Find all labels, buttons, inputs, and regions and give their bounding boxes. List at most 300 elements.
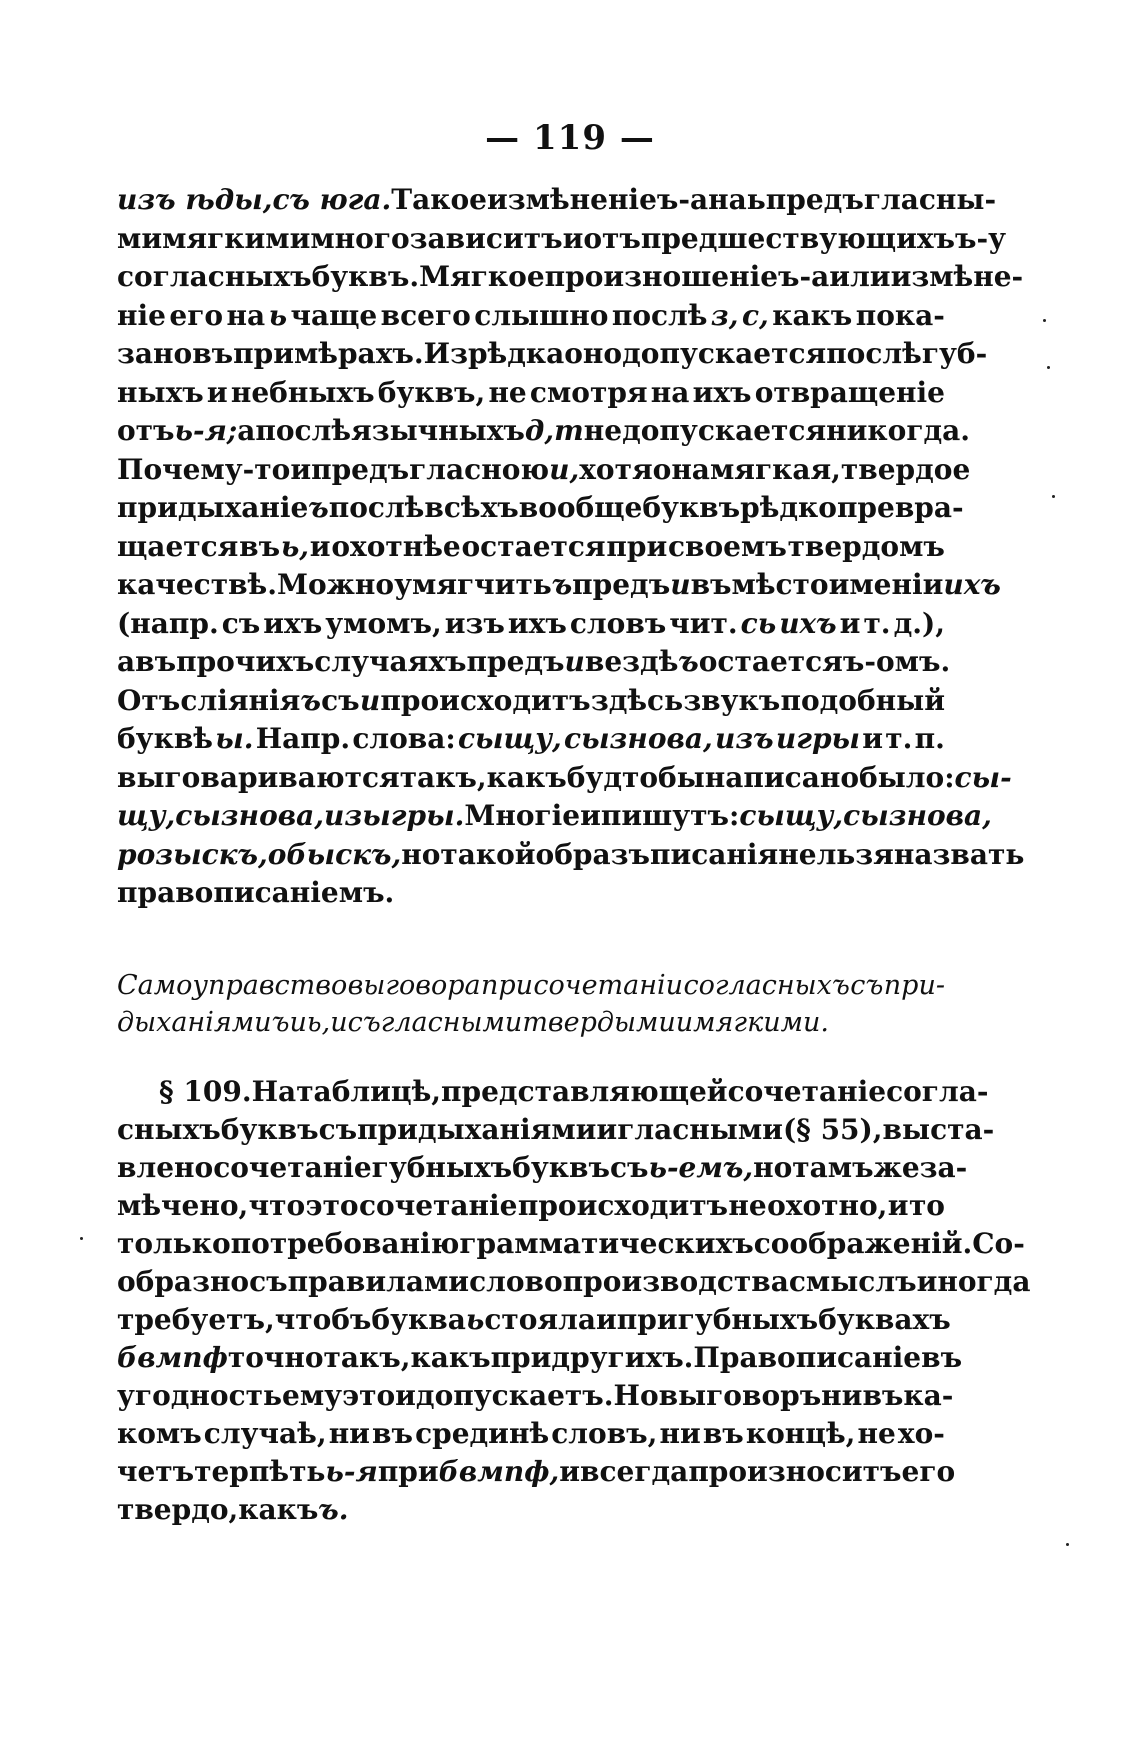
text-line xyxy=(117,1415,945,1453)
word: хо- xyxy=(897,1417,945,1450)
scan-speck xyxy=(1043,319,1046,322)
word: ъ. xyxy=(318,1493,349,1526)
word: въ xyxy=(239,529,281,563)
word: его xyxy=(169,298,224,332)
text-line xyxy=(117,1111,995,1149)
word: с, xyxy=(741,298,769,332)
word: въ xyxy=(702,1417,744,1450)
word: Можно xyxy=(276,568,395,601)
word: въ xyxy=(862,1379,904,1412)
word: ь xyxy=(268,298,288,332)
text-line xyxy=(117,451,971,489)
word: согласныхъ xyxy=(117,260,312,293)
word: ни xyxy=(821,1379,863,1412)
word: ь xyxy=(465,1303,485,1336)
word: ему xyxy=(282,1379,343,1412)
word: буквъ, xyxy=(377,375,486,409)
word: съ юга. xyxy=(272,183,392,216)
word: буквъ xyxy=(642,491,741,524)
text-line xyxy=(117,1377,954,1415)
word: не xyxy=(583,414,623,447)
word: ъ-а xyxy=(656,183,709,216)
word: на xyxy=(708,183,747,216)
word: буквъ xyxy=(220,1113,319,1146)
word: соображеній. xyxy=(753,1227,973,1260)
word: послѣ xyxy=(611,298,708,332)
text-line xyxy=(117,1004,945,1041)
word: д, xyxy=(524,414,555,447)
word: случаяхъ xyxy=(314,645,467,678)
scan-speck xyxy=(1047,366,1050,369)
word: съ xyxy=(850,970,884,1001)
word: небныхъ xyxy=(230,375,375,409)
word: щу, xyxy=(117,799,176,832)
word: влено xyxy=(117,1151,214,1184)
word: но xyxy=(401,837,441,871)
word: и xyxy=(562,221,584,255)
word: На xyxy=(251,1075,297,1108)
word: выста- xyxy=(882,1113,995,1146)
word: сыщу, xyxy=(739,799,844,832)
word: мягкими xyxy=(162,221,311,255)
word: и xyxy=(887,1189,909,1222)
word: ъ xyxy=(308,491,329,524)
word: гласны- xyxy=(863,183,997,216)
word: допускается xyxy=(622,337,827,370)
word: чтобъ xyxy=(274,1303,372,1336)
word: губныхъ xyxy=(371,1151,513,1184)
word: всѣхъ xyxy=(424,491,519,524)
word: согла- xyxy=(886,1075,989,1108)
word: хотя xyxy=(579,452,653,486)
word: рѣдко xyxy=(740,491,837,524)
word: выговора xyxy=(347,970,481,1001)
word: никогда. xyxy=(826,414,971,447)
word: такъ, xyxy=(399,760,487,794)
word: твердое xyxy=(840,452,971,486)
word: умомъ, xyxy=(325,606,442,640)
text-line xyxy=(117,335,988,373)
word: какъ xyxy=(772,298,853,332)
word: и xyxy=(330,1007,348,1038)
word: за- xyxy=(919,1151,968,1184)
word: ка- xyxy=(903,1379,954,1412)
word: въ xyxy=(921,1341,963,1374)
text-line xyxy=(117,220,1007,258)
word: послѣ xyxy=(328,491,425,524)
word: Отъ xyxy=(117,683,181,717)
word: что xyxy=(248,1189,306,1222)
text-line xyxy=(117,759,1012,797)
word: придыханіе xyxy=(117,491,309,524)
word: правилами xyxy=(287,1265,470,1298)
word: сыщу, xyxy=(457,722,562,755)
word: ъ xyxy=(678,645,699,678)
word: и xyxy=(395,1379,416,1412)
text-line xyxy=(117,1187,945,1225)
word: чит. xyxy=(669,606,738,640)
text-line xyxy=(117,1453,956,1491)
word: отвращеніе xyxy=(754,375,945,409)
word: образъ xyxy=(535,837,650,871)
text-line xyxy=(117,1301,951,1339)
text-line xyxy=(117,1491,945,1529)
word: изыгры. xyxy=(324,799,465,832)
word: съ xyxy=(347,1007,381,1038)
word: дыханіями xyxy=(117,1007,272,1038)
word: сызнова, xyxy=(175,799,325,832)
word: допускаетъ. xyxy=(415,1379,614,1412)
word: въ xyxy=(192,337,234,370)
word: ъ xyxy=(300,683,321,717)
word: д.), xyxy=(893,606,945,640)
word: Мягкое xyxy=(419,260,545,293)
word: умягчить xyxy=(394,568,552,601)
word: ъ-у xyxy=(955,221,1007,255)
word: сочетаніи xyxy=(533,970,684,1001)
word: Со- xyxy=(972,1227,1025,1260)
word: угодность xyxy=(117,1379,282,1412)
text-line xyxy=(117,489,964,527)
word: вообще xyxy=(518,491,643,524)
word: Почему-то xyxy=(117,452,291,486)
word: но xyxy=(753,1151,793,1184)
word: при xyxy=(490,1341,552,1374)
word: послѣ xyxy=(255,414,352,447)
word: и xyxy=(839,606,861,640)
word: и xyxy=(595,1303,617,1336)
word: Многіе xyxy=(464,799,581,832)
word: всего xyxy=(380,298,471,332)
word: сліянія xyxy=(180,683,301,717)
word: (напр. xyxy=(117,606,219,640)
word: язычныхъ xyxy=(351,414,525,447)
word: это xyxy=(305,1189,359,1222)
word: гласными xyxy=(617,1113,783,1146)
word: гласными xyxy=(380,1007,523,1038)
text-line xyxy=(117,528,945,566)
text-line xyxy=(117,797,992,835)
word: а xyxy=(117,645,136,678)
word: всегда xyxy=(580,1455,689,1488)
word: написано xyxy=(704,760,860,794)
word: срединѣ xyxy=(415,1417,550,1450)
word: сь xyxy=(740,606,777,640)
word: пишутъ: xyxy=(600,799,740,832)
word: произноситъ xyxy=(688,1455,902,1488)
word: ныхъ xyxy=(117,375,204,409)
word: Самоуправство xyxy=(117,970,348,1001)
word: отъ xyxy=(583,221,641,255)
word: остается xyxy=(698,645,843,678)
word: изъ xyxy=(444,606,505,640)
word: и xyxy=(309,529,331,563)
word: розыскъ, xyxy=(117,837,268,871)
word: своемъ xyxy=(668,529,787,563)
text-line xyxy=(117,1263,1031,1301)
word: словопроизводства xyxy=(469,1265,789,1298)
word: ь-я; xyxy=(174,414,238,447)
word: Изрѣдка xyxy=(423,337,565,370)
word: при xyxy=(616,1303,678,1336)
word: § 109. xyxy=(159,1075,252,1108)
word: такъ, xyxy=(323,1341,411,1374)
word: ни xyxy=(659,1417,701,1450)
word: измѣне- xyxy=(890,260,1024,293)
word: точно xyxy=(227,1341,324,1374)
word: не xyxy=(778,837,817,871)
word: требуетъ, xyxy=(117,1303,275,1336)
word: сы- xyxy=(954,760,1012,794)
scan-speck xyxy=(1052,495,1055,498)
word: она xyxy=(652,452,710,486)
word: Правописаніе xyxy=(693,1341,922,1374)
word: Напр. xyxy=(255,722,351,755)
word: комъ xyxy=(117,1417,202,1450)
word: обыскъ, xyxy=(267,837,402,871)
word: смыслъ xyxy=(788,1265,917,1298)
word: Но xyxy=(613,1379,659,1412)
word: и xyxy=(675,1007,694,1038)
word: не xyxy=(488,375,527,409)
word: чаще xyxy=(290,298,378,332)
word: ь-я xyxy=(325,1455,378,1488)
word: и xyxy=(580,799,601,832)
word: ихъ xyxy=(943,568,1001,601)
word: съ xyxy=(249,1265,288,1298)
word: послѣ xyxy=(826,337,922,370)
text-line xyxy=(117,258,1024,296)
word: т xyxy=(554,414,584,447)
word: съ xyxy=(318,1113,358,1146)
word: много xyxy=(310,221,410,255)
word: отъ xyxy=(117,414,175,447)
word: а xyxy=(237,414,256,447)
word: на xyxy=(650,375,690,409)
word: въ xyxy=(135,645,177,678)
word: ы. xyxy=(215,722,254,755)
word: же xyxy=(873,1151,920,1184)
text-line xyxy=(117,1149,968,1187)
word: съ xyxy=(221,606,261,640)
text-line xyxy=(117,967,945,1004)
word: таблицѣ, xyxy=(296,1075,442,1108)
word: сочетаніе xyxy=(358,1189,518,1222)
word: на xyxy=(226,298,266,332)
word: ихъ xyxy=(779,606,837,640)
word: случаѣ, xyxy=(203,1417,327,1450)
word: и xyxy=(862,722,884,755)
text-line xyxy=(117,566,1001,604)
word: и xyxy=(670,568,691,601)
word: при xyxy=(377,1455,439,1488)
word: произношеніе xyxy=(544,260,779,293)
word: такой xyxy=(440,837,536,871)
word: ъ-а xyxy=(778,260,830,293)
word: (§ 55), xyxy=(782,1113,883,1146)
word: или xyxy=(829,260,891,293)
word: четъ xyxy=(117,1455,195,1488)
word: гласною xyxy=(409,452,550,486)
page-number: — 119 — xyxy=(485,118,655,158)
word: и xyxy=(289,1007,307,1038)
word: сочетаніе xyxy=(727,1075,887,1108)
word: то xyxy=(908,1189,945,1222)
word: бвмпф, xyxy=(438,1455,560,1488)
text-line xyxy=(117,836,1025,874)
word: по xyxy=(230,1227,270,1260)
word: ь xyxy=(746,183,766,216)
text-line xyxy=(117,374,945,412)
word: и xyxy=(564,645,585,678)
word: щается xyxy=(117,529,239,563)
word: другихъ. xyxy=(551,1341,694,1374)
word: слова: xyxy=(352,722,456,755)
text-line xyxy=(117,874,945,912)
word: будто xyxy=(566,760,659,794)
word: предъ xyxy=(466,645,565,678)
text-line xyxy=(117,412,971,450)
word: терпѣть xyxy=(194,1455,326,1488)
word: вездѣ xyxy=(584,645,679,678)
word: тамъ xyxy=(792,1151,874,1184)
word: грамматическихъ xyxy=(459,1227,754,1260)
text-line xyxy=(117,720,945,758)
scan-speck xyxy=(80,1237,83,1240)
word: буквѣ xyxy=(117,722,213,755)
word: ніе xyxy=(117,298,166,332)
word: т. xyxy=(885,722,913,755)
word: было: xyxy=(859,760,955,794)
word: мѣчено, xyxy=(117,1189,249,1222)
word: ихъ xyxy=(263,606,323,640)
word: это xyxy=(342,1379,396,1412)
word: не xyxy=(728,1189,767,1222)
text-line xyxy=(117,605,945,643)
word: предъ xyxy=(311,452,410,486)
word: оно xyxy=(564,337,623,370)
word: бвмпф xyxy=(117,1341,228,1374)
word: при xyxy=(606,529,668,563)
word: и, xyxy=(549,452,580,486)
word: мѣстоименіи xyxy=(731,568,944,601)
word: ъ xyxy=(271,1007,290,1038)
word: какъ xyxy=(410,1341,491,1374)
word: и xyxy=(559,1455,581,1488)
word: предшествующихъ xyxy=(640,221,956,255)
word: ихъ xyxy=(692,375,752,409)
word: т. xyxy=(863,606,891,640)
word: сочетаніе xyxy=(213,1151,372,1184)
text-line xyxy=(117,1073,989,1111)
word: буквъ. xyxy=(311,260,420,293)
text-line xyxy=(117,682,945,720)
section-heading xyxy=(117,967,945,1041)
word: смотря xyxy=(529,375,648,409)
word: бы xyxy=(658,760,705,794)
word: выговоръ xyxy=(658,1379,822,1412)
word: правописаніемъ. xyxy=(117,876,395,909)
word: изъ xyxy=(715,722,774,755)
word: здѣсь xyxy=(590,683,684,717)
word: съ xyxy=(609,1151,649,1184)
word: слышно xyxy=(474,298,609,332)
word: происходитъ xyxy=(517,1189,729,1222)
word: губ- xyxy=(921,337,988,370)
paragraph-1 xyxy=(117,181,1025,913)
word: ни xyxy=(328,1417,370,1450)
word: измѣненіе xyxy=(486,183,657,216)
word: не xyxy=(857,1417,896,1450)
word: при xyxy=(480,970,534,1001)
word: придыханіями xyxy=(357,1113,597,1146)
word: Такое xyxy=(391,183,487,216)
word: сызнова, xyxy=(564,722,713,755)
word: образно xyxy=(117,1265,250,1298)
word: звукъ xyxy=(683,683,781,717)
word: остается xyxy=(461,529,606,563)
word: представляющей xyxy=(441,1075,728,1108)
word: зависитъ xyxy=(409,221,563,255)
word: допускается xyxy=(622,414,827,447)
word: и xyxy=(359,683,381,717)
word: мягкими. xyxy=(693,1007,829,1038)
scan-speck xyxy=(1066,1543,1069,1546)
word: прочихъ xyxy=(176,645,315,678)
word: охотно, xyxy=(767,1189,888,1222)
word: пока- xyxy=(855,298,945,332)
word: ихъ xyxy=(507,606,567,640)
word: зано xyxy=(117,337,193,370)
word: примѣрахъ. xyxy=(233,337,424,370)
word: ми xyxy=(117,221,163,255)
word: въ xyxy=(372,1417,413,1450)
word: ь, xyxy=(306,1007,331,1038)
word: сныхъ xyxy=(117,1113,221,1146)
word: буквъ xyxy=(512,1151,610,1184)
text-line xyxy=(117,1225,1025,1263)
word: какъ xyxy=(486,760,567,794)
word: и xyxy=(206,375,228,409)
word: его xyxy=(901,1455,956,1488)
text-line xyxy=(117,181,997,219)
word: въ xyxy=(690,568,732,601)
word: губныхъ xyxy=(677,1303,819,1336)
word: съ xyxy=(321,683,360,717)
word: происходитъ xyxy=(380,683,591,717)
word: писанія xyxy=(649,837,779,871)
word: сызнова, xyxy=(843,799,992,832)
text-line xyxy=(117,1339,963,1377)
text-line xyxy=(117,643,951,681)
word: согласныхъ xyxy=(683,970,850,1001)
word: буква xyxy=(371,1303,466,1336)
text-line xyxy=(117,297,945,335)
word: и xyxy=(290,452,312,486)
word: иногда xyxy=(916,1265,1031,1298)
word: п. xyxy=(914,722,945,755)
word: ь-емъ, xyxy=(648,1151,754,1184)
word: ь, xyxy=(280,529,310,563)
word: игры xyxy=(775,722,861,755)
word: буквахъ xyxy=(818,1303,951,1336)
word: словъ xyxy=(569,606,667,640)
word: твердыми xyxy=(522,1007,676,1038)
word: льзя xyxy=(816,837,894,871)
word: только xyxy=(117,1227,231,1260)
word: з, xyxy=(710,298,739,332)
word: и xyxy=(596,1113,618,1146)
